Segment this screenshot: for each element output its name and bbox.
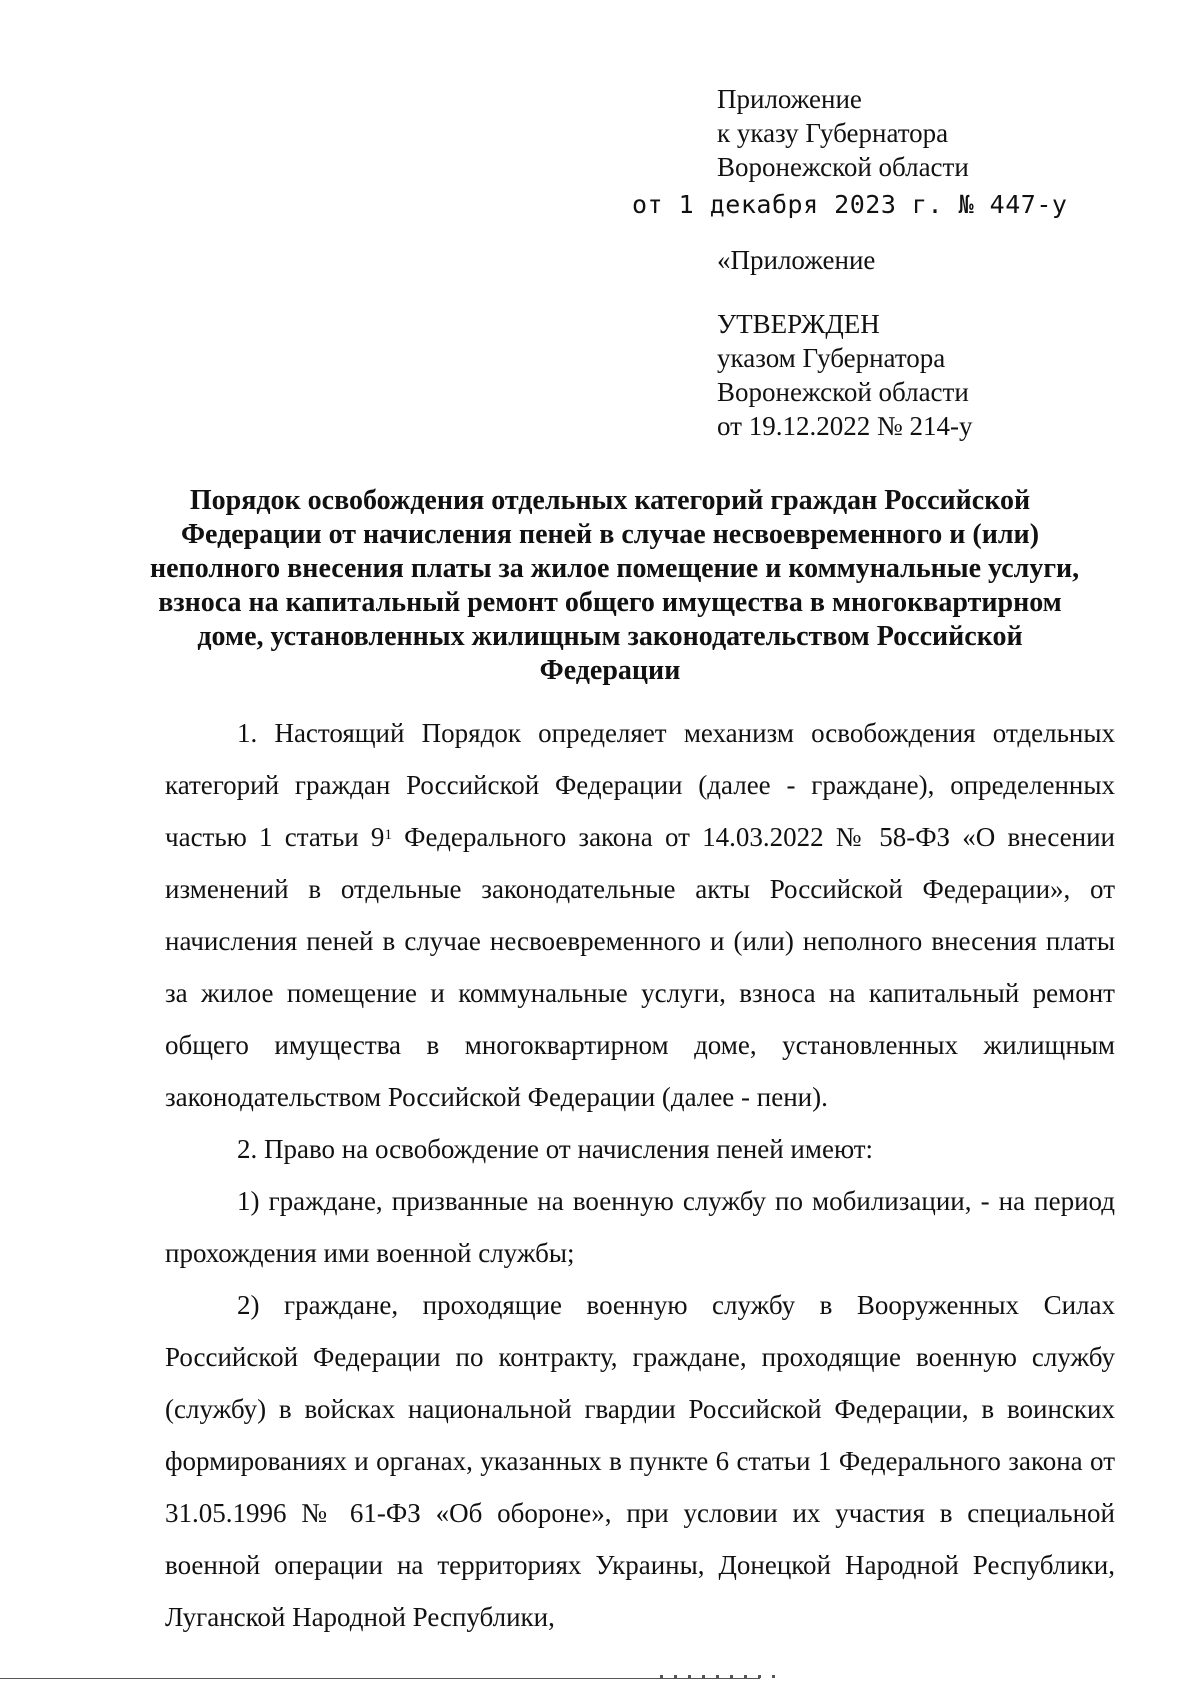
approval-block: [717, 307, 972, 443]
title-line: неполного внесения платы за жилое помещение и коммунальные услуги,: [150, 553, 1080, 584]
scan-artifact: [660, 1675, 780, 1678]
article-superscript: 1: [384, 827, 392, 843]
page-bottom-rule: [0, 1678, 760, 1679]
title-line: Порядок освобождения отдельных категорий граждан Российской: [189, 485, 1031, 516]
title-line: взноса на капитальный ремонт общего имущества в многоквартирном: [158, 587, 1062, 618]
approval-line: Воронежской области: [717, 377, 969, 407]
paragraph-1-text-b: Федерального закона от 14.03.2022 № 58-ФЗ «О внесении изменений в отдельные законодательные акты Российской Федерации», от начисления пеней в случае несвоевременного и (или) неполного внесения платы за жилое помещение и коммунальные услуги, взноса на капитальный ремонт общего имущества в многоквартирном доме, установленных жилищным законодательством Российской Федерации (далее - пени).: [165, 822, 1116, 1112]
appendix-header-line: Воронежской области: [717, 152, 969, 182]
paragraph-3: 1) граждане, призванные на военную службу по мобилизации, - на период прохождения ими военной службы;: [165, 1186, 1115, 1268]
approval-heading: УТВЕРЖДЕН: [717, 309, 880, 339]
decree-stamp: от 1 декабря 2023 г. № 447-у: [632, 190, 1068, 219]
appendix-quote: [717, 243, 875, 277]
appendix-header-line: к указу Губернатора: [717, 118, 949, 148]
paragraph-1: [165, 707, 1115, 1123]
document-title: [150, 484, 1080, 688]
paragraph-2: 2. Право на освобождение от начисления пеней имеют:: [237, 1134, 874, 1164]
document-body: [165, 707, 1115, 1643]
paragraph-4: 2) граждане, проходящие военную службу в Вооруженных Силах Российской Федерации по контракту, граждане, проходящие военную службу (службу) в войсках национальной гвардии Российской Федерации, в воинских формированиях и органах, указанных в пункте 6 статьи 1 Федерального закона от 31.05.1996 № 61-ФЗ «Об обороне», при условии их участия в специальной военной операции на территориях Украины, Донецкой Народной Республики, Луганской Народной Республики,: [165, 1290, 1115, 1632]
appendix-header: [717, 82, 969, 184]
title-line: Федерации: [539, 655, 681, 686]
appendix-quote-line: «Приложение: [717, 245, 876, 275]
appendix-header-line: Приложение: [717, 84, 862, 114]
paragraph-1-text-a: 1. Настоящий Порядок определяет механизм освобождения отдельных категорий граждан Российской Федерации (далее - граждане), определенных частью 1 статьи 9: [165, 718, 1115, 852]
title-line: доме, установленных жилищным законодательством Российской: [197, 621, 1023, 652]
approval-line: указом Губернатора: [717, 343, 946, 373]
approval-line: от 19.12.2022 № 214-у: [717, 411, 973, 441]
title-line: Федерации от начисления пеней в случае несвоевременного и (или): [180, 519, 1040, 550]
